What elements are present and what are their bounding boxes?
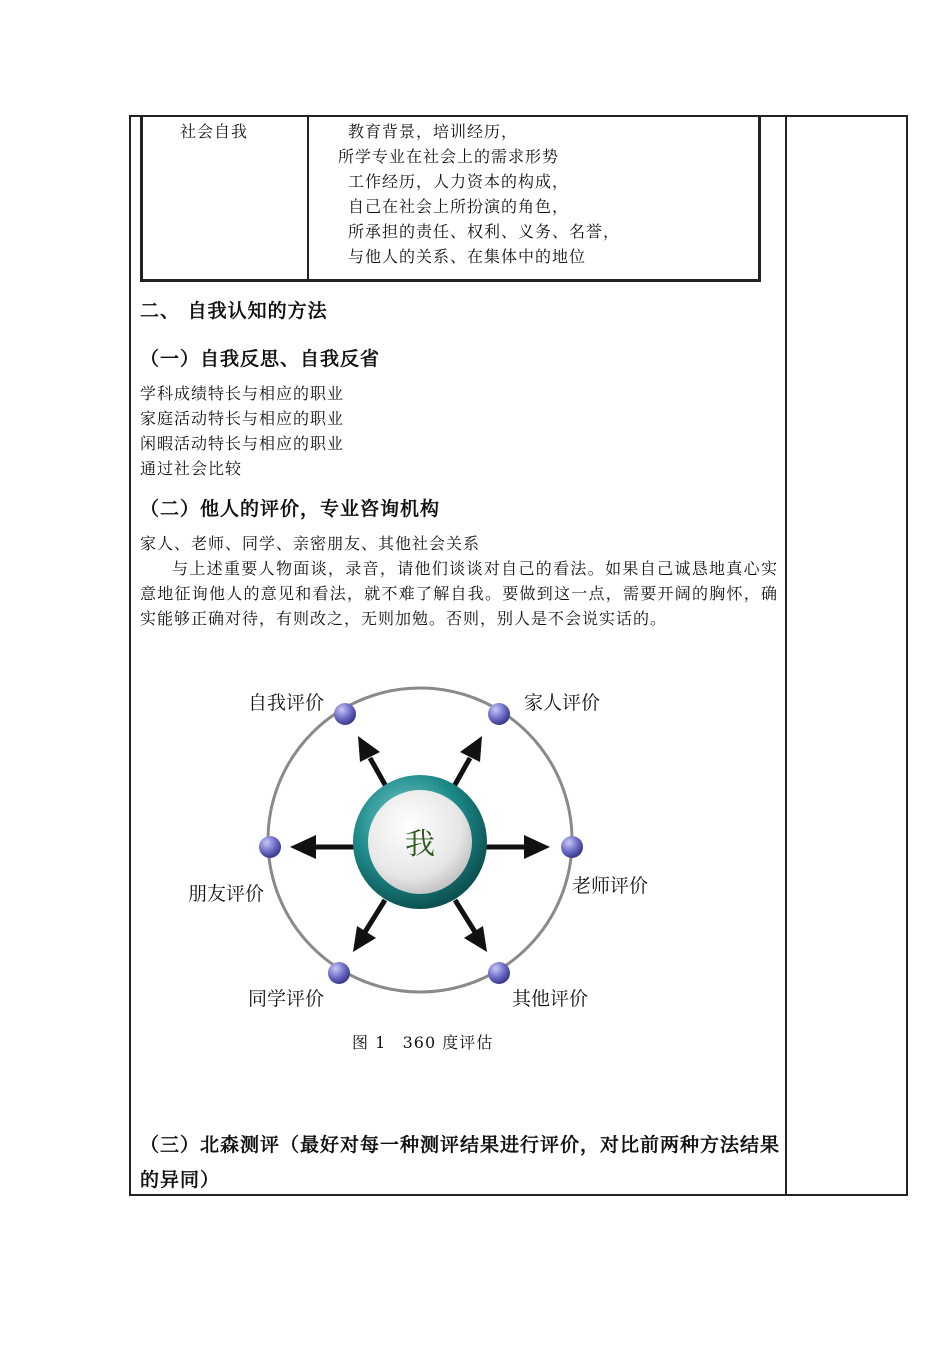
detail-line: 所学专业在社会上的需求形势 — [338, 147, 560, 166]
detail-line: 所承担的责任、权利、义务、名誉， — [348, 222, 621, 241]
evaluation-360-diagram — [170, 680, 670, 1020]
label-self-eval: 自我评价 — [248, 692, 325, 714]
others-paragraph: 与上述重要人物面谈，录音，请他们谈谈对自己的看法。如果自己诚恳地真心实意地征询他人的意见和看法，就不难了解自我。要做到这一点，需要开阔的胸怀，确实能够正确对待，有则改之，无则加勉。否则，别人是不会说实话的。 — [140, 559, 778, 628]
subsection-3-heading: （三）北森测评（最好对每一种测评结果进行评价，对比前两种方法结果的异同） — [140, 1134, 781, 1191]
figure-caption — [352, 1030, 493, 1053]
hub-label: 我 — [405, 827, 435, 862]
label-family-eval: 家人评价 — [524, 692, 601, 714]
node-family — [488, 703, 510, 725]
list-item: 闲暇活动特长与相应的职业 — [140, 434, 345, 453]
node-friend — [259, 836, 281, 858]
detail-line: 与他人的关系、在集体中的地位 — [348, 247, 587, 266]
subsection-2-heading: （二）他人的评价，专业咨询机构 — [140, 498, 441, 520]
detail-line: 自己在社会上所扮演的角色， — [348, 197, 570, 216]
list-item: 通过社会比较 — [140, 459, 243, 478]
figure-title: 360 度评估 — [402, 1033, 494, 1052]
node-self — [334, 703, 356, 725]
social-self-details — [338, 119, 621, 269]
section-2-heading: 二、 自我认知的方法 — [140, 300, 328, 322]
others-list: 家人、老师、同学、亲密朋友、其他社会关系 — [140, 534, 481, 553]
self-reflection-list — [140, 381, 344, 481]
node-classmate — [328, 962, 350, 984]
node-teacher — [561, 836, 583, 858]
table-column-divider — [785, 115, 787, 1196]
subsection-1-heading: （一）自我反思、自我反省 — [140, 348, 381, 370]
social-self-label: 社会自我 — [180, 122, 249, 141]
label-teacher-eval: 老师评价 — [572, 875, 649, 897]
label-other-eval: 其他评价 — [512, 988, 589, 1010]
social-self-table-divider — [307, 116, 309, 282]
list-item: 学科成绩特长与相应的职业 — [140, 384, 345, 403]
node-other — [488, 962, 510, 984]
detail-line: 工作经历，人力资本的构成， — [348, 172, 570, 191]
detail-line: 教育背景，培训经历， — [348, 122, 519, 141]
figure-number: 图 1 — [352, 1033, 387, 1052]
list-item: 家庭活动特长与相应的职业 — [140, 409, 345, 428]
label-friend-eval: 朋友评价 — [188, 883, 265, 905]
label-classmate-eval: 同学评价 — [248, 988, 325, 1010]
